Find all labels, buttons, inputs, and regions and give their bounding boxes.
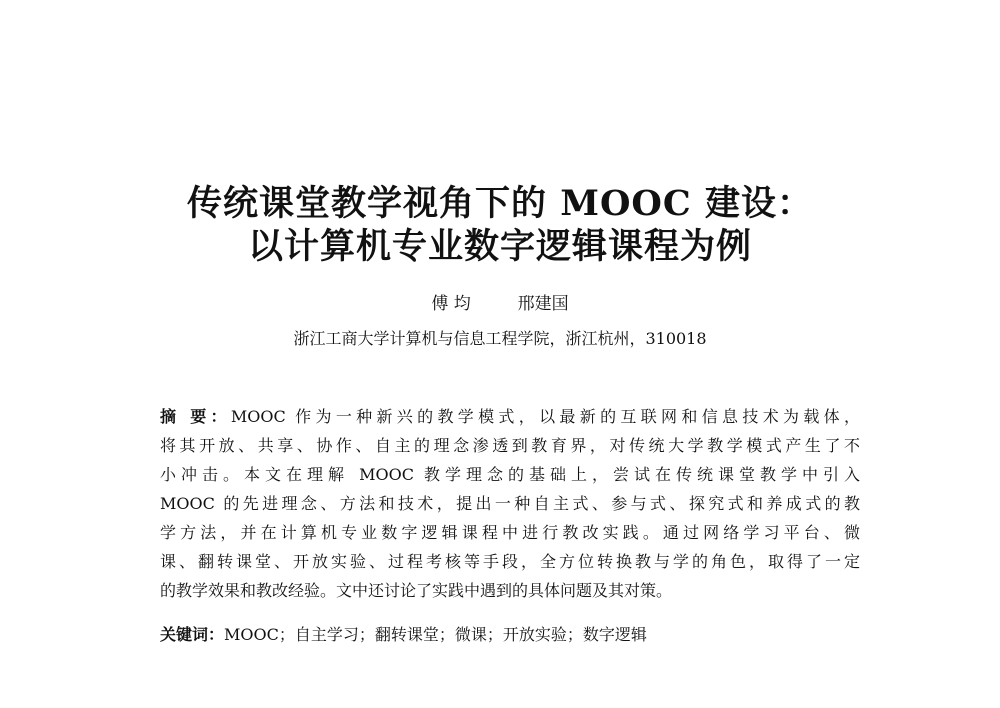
author-affiliation: 浙江工商大学计算机与信息工程学院，浙江杭州，310018 — [293, 329, 707, 348]
abstract-text: MOOC 作为一种新兴的教学模式，以最新的互联网和信息技术为载体， — [230, 407, 860, 426]
keywords-text: MOOC；自主学习；翻转课堂；微课；开放实验；数字逻辑 — [224, 625, 647, 644]
abstract-line: 学方法，并在计算机专业数字逻辑课程中进行教改实践。通过网络学习平台、微 — [160, 523, 860, 542]
keywords-line — [160, 622, 860, 648]
abstract-line: MOOC 的先进理念、方法和技术，提出一种自主式、参与式、探究式和养成式的教 — [160, 494, 860, 513]
abstract-label: 摘 要： — [160, 407, 231, 426]
abstract-line: 将其开放、共享、协作、自主的理念渗透到教育界，对传统大学教学模式产生了不 — [160, 436, 860, 455]
abstract-line: 课、翻转课堂、开放实验、过程考核等手段，全方位转换教与学的角色，取得了一定 — [160, 552, 860, 571]
abstract-line: 小冲击。本文在理解 MOOC 教学理念的基础上，尝试在传统课堂教学中引入 — [160, 465, 860, 484]
author-list — [0, 293, 1000, 315]
keywords-label: 关键词： — [160, 625, 225, 644]
paper-title-line-1: 传统课堂教学视角下的 MOOC 建设： — [187, 183, 813, 224]
paper-title-line-2: 以计算机专业数字逻辑课程为例 — [247, 226, 752, 267]
abstract-line: 的教学效果和教改经验。文中还讨论了实践中遇到的具体问题及其对策。 — [160, 581, 673, 600]
abstract-line — [160, 402, 860, 431]
author-name: 邢建国 — [517, 294, 569, 314]
author-name: 傅 均 — [431, 294, 471, 314]
abstract-block — [160, 402, 860, 605]
